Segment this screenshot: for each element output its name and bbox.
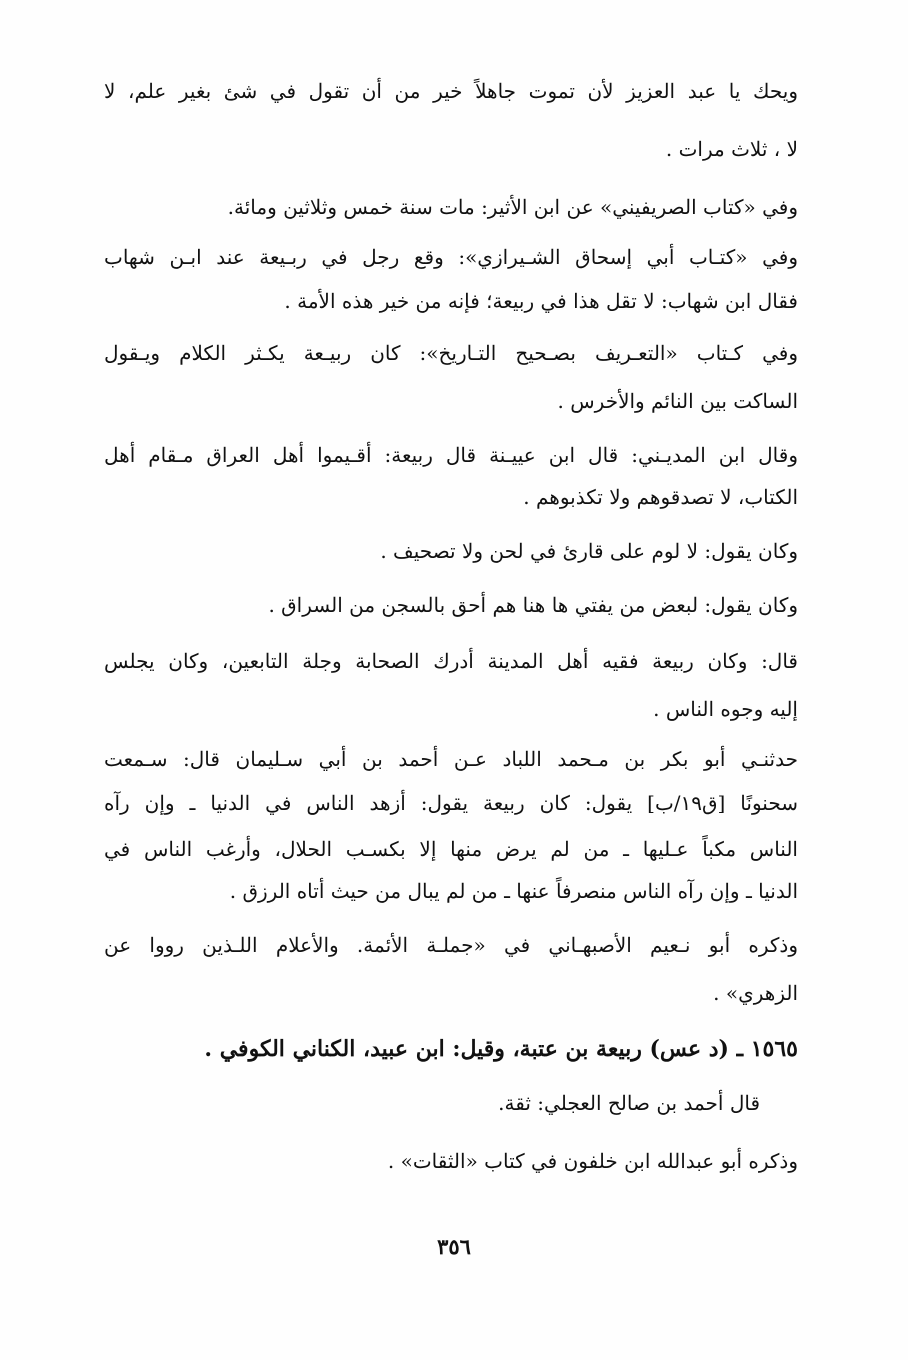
- text-line: فقال ابن شهاب: لا تقل هذا في ربيعة؛ فإنه من خير هذه الأمة .: [284, 289, 798, 313]
- text-line: ويحك يا عبد العزيز لأن تموت جاهلاً خير من أن تقول في شئ بغير علم، لا: [104, 79, 798, 103]
- text-line: وذكره أبو عبدالله ابن خلفون في كتاب «الثقات» .: [387, 1149, 798, 1173]
- text-line: الزهري» .: [713, 981, 798, 1005]
- page-number: ٣٥٦: [437, 1234, 471, 1259]
- text-line: قال: وكان ربيعة فقيه أهل المدينة أدرك الصحابة وجلة التابعين، وكان يجلس: [104, 649, 798, 673]
- text-line: حدثنـي أبو بكر بن مـحمد اللباد عـن أحمد بن أبي سـليمان قال: سـمعت: [104, 747, 798, 771]
- text-line: وفي «كتاب الصريفيني» عن ابن الأثير: مات سنة خمس وثلاثين ومائة.: [227, 195, 798, 219]
- text-line: وكان يقول: لا لوم على قارئ في لحن ولا تصحيف .: [380, 539, 798, 563]
- text-line: وقال ابن المديـني: قال ابن عييـنة قال ربيعة: أقـيموا أهل العراق مـقام أهل: [104, 443, 798, 467]
- text-line: وذكره أبو نـعيم الأصبهـاني في «جملـة الأئمة. والأعلام اللـذين رووا عن: [104, 933, 798, 957]
- entry-heading: ١٥٦٥ ـ (د عس) ربيعة بن عتبة، وقيل: ابن عبيد، الكناني الكوفي .: [204, 1036, 798, 1062]
- text-line: إليه وجوه الناس .: [653, 697, 798, 721]
- text-line: قال أحمد بن صالح العجلي: ثقة.: [498, 1091, 760, 1115]
- text-line: وفي «كتـاب أبي إسحاق الشـيرازي»: وقع رجل في ربـيعة عند ابـن شهاب: [104, 245, 798, 269]
- text-line: الدنيا ـ وإن رآه الناس منصرفاً عنها ـ من لم يبال من حيث أتاه الرزق .: [229, 879, 798, 903]
- text-line: الناس مكباً عـليها ـ من لم يرض منها إلا بكسـب الحلال، وأرغب الناس في: [104, 837, 798, 861]
- text-line: الكتاب، لا تصدقوهم ولا تكذبوهم .: [523, 485, 798, 509]
- text-line: وفي كـتاب «التعـريف بصـحيح التـاريخ»: كان ربيـعة يكـثر الكلام ويـقول: [104, 341, 798, 365]
- text-line: لا ، ثلاث مرات .: [665, 137, 798, 161]
- text-line: وكان يقول: لبعض من يفتي ها هنا هم أحق بالسجن من السراق .: [268, 593, 798, 617]
- text-line: الساكت بين النائم والأخرس .: [557, 389, 798, 413]
- text-line: سحنونًا [ق١٩/ب] يقول: كان ربيعة يقول: أزهد الناس في الدنيا ـ وإن رآه: [104, 791, 799, 815]
